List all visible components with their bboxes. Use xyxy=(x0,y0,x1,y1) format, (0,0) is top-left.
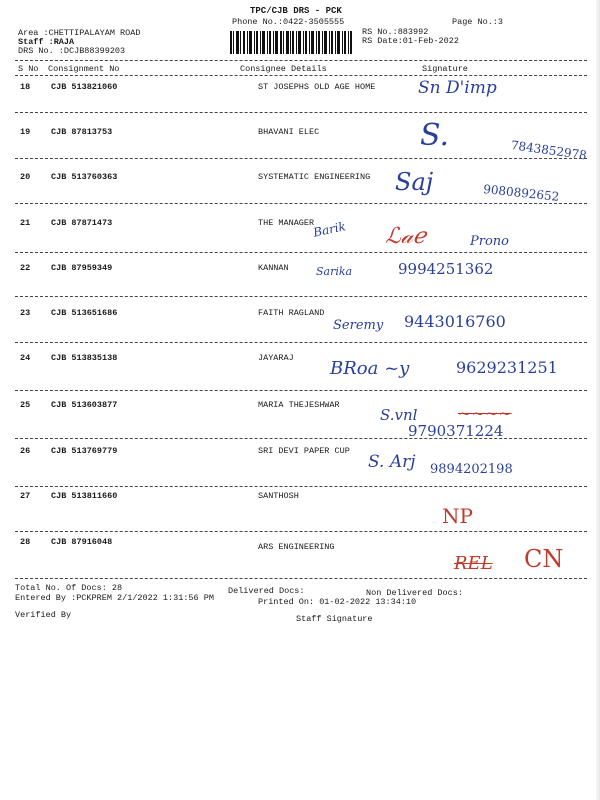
divider xyxy=(15,390,587,391)
col-signature: Signature xyxy=(422,64,468,74)
barcode-image xyxy=(229,30,353,55)
row-sno: 21 xyxy=(20,218,31,228)
row-consignment: CJB 513760363 xyxy=(51,172,118,182)
row-sno: 19 xyxy=(20,127,31,137)
handwritten-signature: Barik xyxy=(312,219,348,240)
row-consignment: CJB 513651686 xyxy=(51,308,118,318)
row-sno: 18 xyxy=(20,82,31,92)
divider xyxy=(15,203,587,204)
divider xyxy=(15,531,587,532)
handwritten-phone: 9443016760 xyxy=(404,312,506,331)
divider xyxy=(15,296,587,297)
handwritten-signature: S. Arj xyxy=(368,452,416,472)
row-consignment: CJB 87813753 xyxy=(51,127,113,137)
handwritten-signature: Saj xyxy=(395,168,434,196)
col-consignment: Consignment No xyxy=(48,64,120,74)
divider xyxy=(15,438,587,439)
verified-by: Verified By xyxy=(15,610,72,620)
row-consignee: SANTHOSH xyxy=(258,491,299,501)
scan-edge xyxy=(596,0,600,800)
entered-by: Entered By :PCKPREM 2/1/2022 1:31:56 PM xyxy=(15,593,214,603)
handwritten-status: NP xyxy=(442,504,473,528)
row-consignment: CJB 87959349 xyxy=(51,263,113,273)
row-sno: 28 xyxy=(20,537,31,547)
staff-label: Staff :RAJA xyxy=(18,37,75,47)
handwritten-phone: 9994251362 xyxy=(398,260,494,278)
divider xyxy=(15,158,587,159)
divider xyxy=(15,112,587,113)
row-consignee: MARIA THEJESHWAR xyxy=(258,400,340,410)
divider xyxy=(15,578,587,579)
row-sno: 22 xyxy=(20,263,31,273)
sheet-title: TPC/CJB DRS - PCK xyxy=(250,6,342,16)
handwritten-signature: Sarika xyxy=(316,265,353,278)
handwritten-status: CN xyxy=(524,545,564,573)
handwritten-signature: Sn D'imp xyxy=(418,78,497,98)
handwritten-phone: 9629231251 xyxy=(456,358,558,377)
divider xyxy=(15,60,587,61)
row-consignee: ARS ENGINEERING xyxy=(258,542,335,552)
row-consignment: CJB 513603877 xyxy=(51,400,118,410)
area-label: Area :CHETTIPALAYAM ROAD xyxy=(18,28,141,38)
delivered-docs: Delivered Docs: xyxy=(228,586,305,596)
col-consignee: Consignee Details xyxy=(240,64,327,74)
row-sno: 26 xyxy=(20,446,31,456)
row-consignee: SRI DEVI PAPER CUP xyxy=(258,446,350,456)
col-sno: S No xyxy=(18,64,39,74)
row-consignment: CJB 87871473 xyxy=(51,218,113,228)
row-consignee: SYSTEMATIC ENGINEERING xyxy=(258,172,371,182)
row-consignment: CJB 513835138 xyxy=(51,353,118,363)
row-consignee: JAYARAJ xyxy=(258,353,294,363)
handwritten-signature: Seremy xyxy=(333,318,384,333)
handwritten-scribble: ~~~~ xyxy=(458,404,512,423)
total-docs: Total No. Of Docs: 28 xyxy=(15,583,123,593)
row-sno: 20 xyxy=(20,172,31,182)
phone-number: Phone No.:0422-3505555 xyxy=(232,17,345,27)
handwritten-phone: 9080892652 xyxy=(482,182,560,204)
drs-number: DRS No. :DCJB88399203 xyxy=(18,46,126,56)
row-consignment: CJB 513769779 xyxy=(51,446,118,456)
page-number: Page No.:3 xyxy=(452,17,504,27)
handwritten-signature: BRoa ~y xyxy=(330,358,410,379)
row-consignee: FAITH RAGLAND xyxy=(258,308,325,318)
printed-on: Printed On: 01-02-2022 13:34:10 xyxy=(258,597,417,607)
row-sno: 24 xyxy=(20,353,31,363)
handwritten-signature: S.vnl xyxy=(380,406,418,424)
handwritten-signature: S. xyxy=(420,118,450,153)
divider xyxy=(15,486,587,487)
row-consignment: CJB 87916048 xyxy=(51,537,113,547)
row-sno: 23 xyxy=(20,308,31,318)
row-consignee: KANNAN xyxy=(258,263,289,273)
staff-signature: Staff Signature xyxy=(296,614,373,624)
row-consignee: ST JOSEPHS OLD AGE HOME xyxy=(258,82,376,92)
row-consignment: CJB 513821060 xyxy=(51,82,118,92)
non-delivered-docs: Non Delivered Docs: xyxy=(366,588,463,598)
row-sno: 25 xyxy=(20,400,31,410)
divider xyxy=(15,75,587,76)
handwritten-mark: ℒ𝒶ℯ xyxy=(385,224,426,249)
rs-date: RS Date:01-Feb-2022 xyxy=(362,36,459,46)
handwritten-phone: 9790371224 xyxy=(408,422,504,440)
handwritten-scribble: REL xyxy=(454,553,493,574)
row-consignment: CJB 513811660 xyxy=(51,491,118,501)
divider xyxy=(15,252,587,253)
rs-number: RS No.:883992 xyxy=(362,27,429,37)
row-sno: 27 xyxy=(20,491,31,501)
divider xyxy=(15,342,587,343)
handwritten-phone: 7843852978 xyxy=(510,138,588,163)
row-consignee: THE MANAGER xyxy=(258,218,315,228)
handwritten-phone: 9894202198 xyxy=(430,462,513,477)
handwritten-name: Prono xyxy=(470,234,509,249)
row-consignee: BHAVANI ELEC xyxy=(258,127,320,137)
